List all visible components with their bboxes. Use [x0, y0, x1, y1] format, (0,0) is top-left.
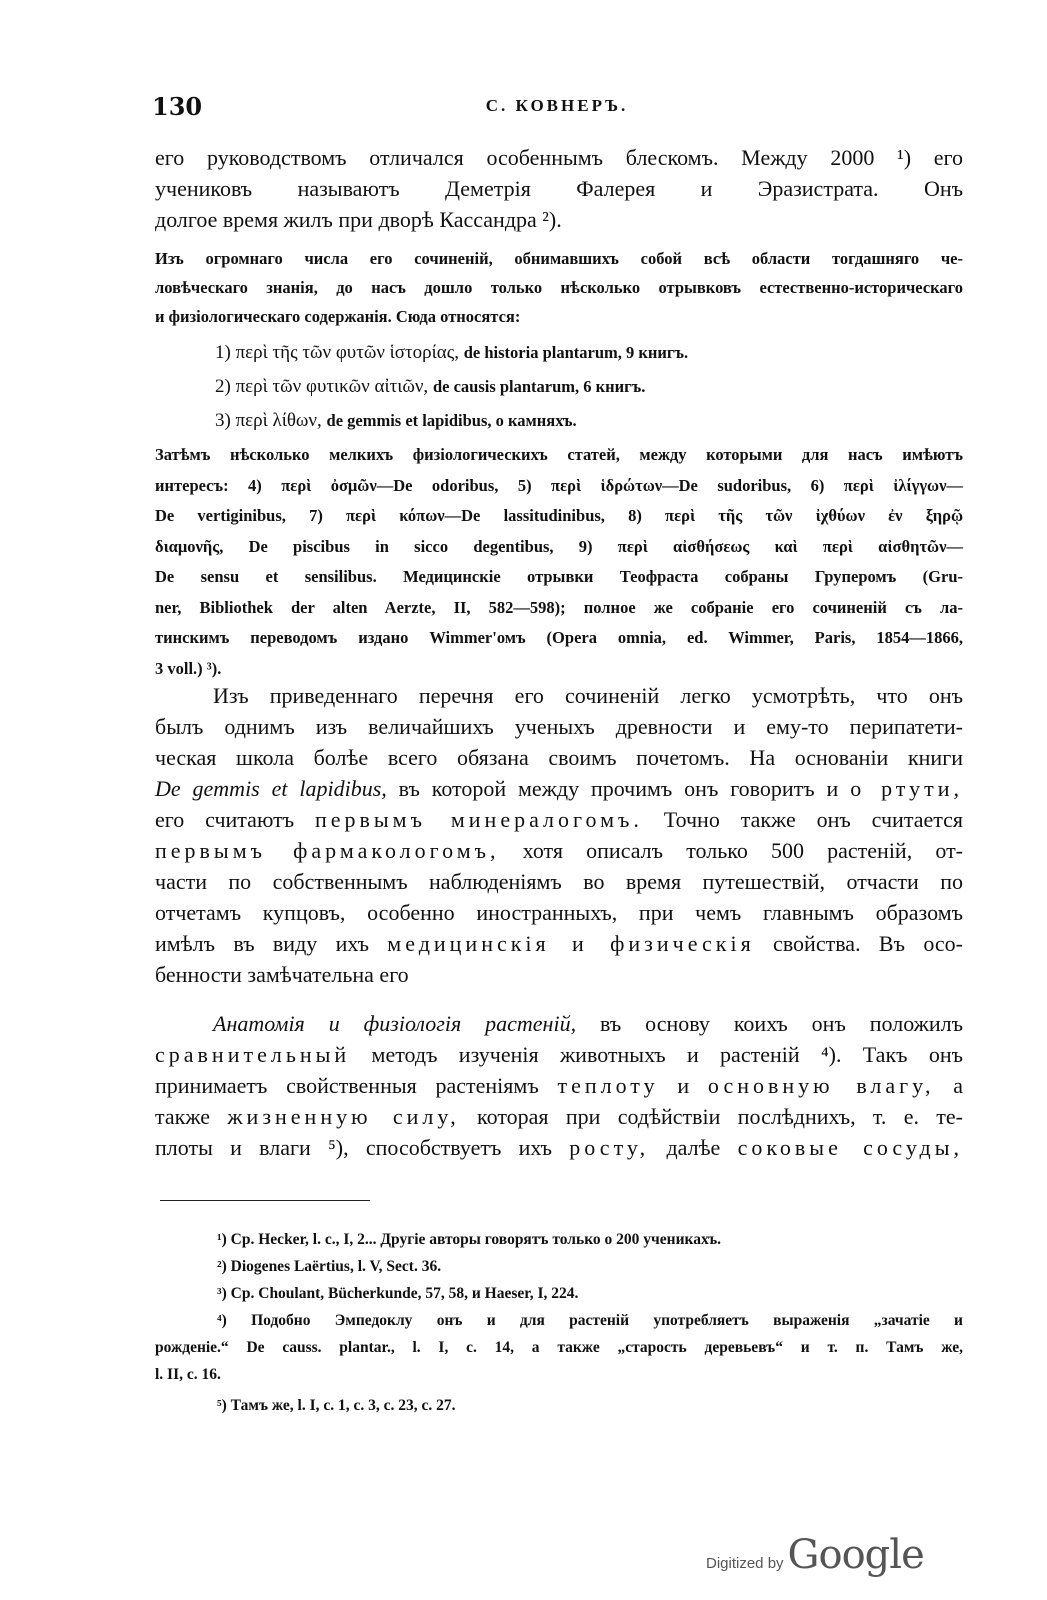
google-logo: Google: [787, 1532, 924, 1578]
text-line: долгое время жилъ при дворѣ Кассандра ²).: [155, 207, 562, 232]
text-run: Точно также онъ считается: [642, 807, 963, 832]
page-number: 130: [152, 92, 203, 121]
text-run: далѣе: [649, 1135, 738, 1160]
footnote-separator: [160, 1200, 370, 1201]
text-line: [155, 928, 963, 959]
spaced-term: жизненную силу,: [227, 1104, 460, 1129]
text-line: Затѣмъ нѣсколько мелкихъ физіологическихъ статей, между которыми для насъ имѣютъ: [155, 445, 963, 464]
footnote: ¹) Ср. Hecker, l. c., I, 2... Другіе авторы говорятъ только о 200 ученикахъ.: [217, 1231, 722, 1248]
text-line: [155, 773, 963, 804]
text-line: 3 voll.) ³).: [155, 658, 222, 678]
footnote: ⁵) Тамъ же, l. I, c. 1, c. 3, c. 23, c. 27.: [217, 1397, 456, 1414]
footnotes: [155, 1226, 963, 1419]
text-line: ческая школа болѣе всего обязана своимъ почетомъ. На основаніи книги: [155, 745, 963, 770]
text-run: и: [658, 1073, 708, 1098]
text-line: тинскимъ переводомъ издано Wimmer'омъ (Opera omnia, ed. Wimmer, Paris, 1854—1866,: [155, 628, 963, 647]
works-list: [215, 336, 688, 438]
running-head: С. КОВНЕРЪ.: [485, 96, 629, 115]
footnote: ²) Diogenes Laërtius, l. V, Sect. 36.: [217, 1258, 442, 1275]
spaced-term: основную влагу,: [707, 1073, 935, 1098]
digitized-watermark: [706, 1532, 924, 1582]
watermark-prefix: Digitized by: [706, 1555, 784, 1572]
latin-title: de causis plantarum, 6 книгъ.: [432, 377, 646, 396]
text-line: и физіологическаго содержанія. Сюда относятся:: [155, 307, 521, 326]
text-run: а: [934, 1073, 963, 1098]
text-line: διαμονῆς, De piscibus in sicco degentibus, 9) περὶ αἰσθήσεως καὶ περὶ αἰσθητῶν—: [155, 536, 963, 556]
text-run: также: [155, 1104, 228, 1129]
greek-title: 2) περὶ τῶν φυτικῶν αἰτιῶν,: [215, 376, 429, 397]
text-line: De vertiginibus, 7) περὶ κόπων—De lassitudinibus, 8) περὶ τῆς τῶν ἰχθύων ἐν ξηρῷ: [155, 506, 963, 525]
text-run: плоты и влаги ⁵), способствуетъ ихъ: [155, 1135, 570, 1160]
text-run: которая при содѣйствіи послѣднихъ, т. е. те-: [459, 1104, 964, 1129]
spaced-term: о ртути,: [850, 776, 963, 801]
spaced-term: теплоту: [557, 1073, 659, 1098]
text-line: бенности замѣчательна его: [155, 962, 409, 987]
spaced-term: соковые сосуды,: [737, 1135, 963, 1160]
list-item: [215, 370, 688, 404]
text-line: [155, 1008, 963, 1039]
text-line: части по собственнымъ наблюденіямъ во время путешествій, отчасти по: [155, 869, 963, 894]
text-line: ловѣческаго знанія, до насъ дошло только нѣсколько отрывковъ естественно-историческаго: [155, 278, 963, 297]
text-line: [155, 1132, 963, 1163]
text-line: учениковъ называютъ Деметрія Фалерея и Эразистрата. Онъ: [155, 176, 963, 201]
text-run: свойства. Въ осо-: [754, 931, 963, 956]
text-run: методъ изученія животныхъ и растеній ⁴). Такъ онъ: [350, 1042, 963, 1067]
greek-title: 1) περὶ τῆς τῶν φυτῶν ἱστορίας,: [215, 342, 459, 363]
text-line: Изъ приведеннаго перечня его сочиненій легко усмотрѣть, что онъ: [213, 683, 963, 708]
latin-title: de gemmis et lapidibus, о камняхъ.: [326, 411, 577, 430]
spaced-term: первымъ минералогомъ.: [314, 807, 643, 832]
text-run: принимаетъ свойственныя растеніямъ: [155, 1073, 558, 1098]
paragraph-significance: [155, 680, 963, 990]
text-line: [155, 1070, 963, 1101]
paragraph-anatomy: [155, 1008, 963, 1163]
page-header: [152, 92, 962, 122]
footnote: рожденіе.“ De causs. plantar., l. I, c. 14, а также „старость деревьевъ“ и т. п. Тамъ же,: [155, 1339, 963, 1356]
text-run: его считаютъ: [155, 807, 315, 832]
text-line: [155, 835, 963, 866]
footnote: ⁴) Подобно Эмпедоклу онъ и для растеній употребляетъ выраженія „зачатіе и: [217, 1312, 963, 1329]
italic-title: Анатомія и физіологія растеній,: [213, 1011, 577, 1036]
latin-title: de historia plantarum, 9 книгъ.: [463, 343, 689, 362]
italic-title: De gemmis et lapidibus,: [155, 776, 387, 801]
text-run: хотя описалъ только 500 растеній, от-: [499, 838, 964, 863]
paragraph-intro: [155, 142, 963, 235]
spaced-term: сравнительный: [155, 1042, 351, 1067]
text-line: интересъ: 4) περὶ ὀσμῶν—De odoribus, 5) περὶ ἱδρώτων—De sudoribus, 6) περὶ ἰλίγγων—: [155, 475, 963, 495]
text-run: въ основу коихъ онъ положилъ: [576, 1011, 963, 1036]
text-line: [155, 1039, 963, 1070]
text-run: въ которой между прочимъ онъ говоритъ и: [386, 776, 851, 801]
text-line: ner, Bibliothek der alten Aerzte, II, 582—598); полное же собраніе его сочиненій съ ла-: [155, 597, 963, 617]
greek-title: 3) περὶ λίθων,: [215, 410, 322, 431]
text-line: отчетамъ купцовъ, особенно иностранныхъ, при чемъ главнымъ образомъ: [155, 900, 963, 925]
list-item: [215, 336, 688, 370]
text-line: его руководствомъ отличался особеннымъ блескомъ. Между 2000 ¹) его: [155, 145, 963, 170]
spaced-term: росту,: [569, 1135, 650, 1160]
footnote: l. II, c. 16.: [155, 1366, 221, 1383]
spaced-term: первымъ фармакологомъ,: [155, 838, 500, 863]
text-line: [155, 1101, 963, 1132]
text-line: Изъ огромнаго числа его сочиненій, обнимавшихъ собой всѣ области тогдашняго че-: [155, 249, 963, 268]
spaced-term: медицинскія и физическія: [387, 931, 755, 956]
text-run: имѣлъ въ виду ихъ: [155, 931, 388, 956]
paragraph-minor-works: [155, 440, 963, 684]
paragraph-works-intro: [155, 244, 963, 331]
text-line: былъ однимъ изъ величайшихъ ученыхъ древности и ему-то перипатети-: [155, 714, 963, 739]
footnote: ³) Ср. Choulant, Bücherkunde, 57, 58, и Haeser, I, 224.: [217, 1285, 579, 1302]
text-line: [155, 804, 963, 835]
list-item: [215, 404, 688, 438]
text-line: De sensu et sensilibus. Медицинскіе отрывки Теофраста собраны Груперомъ (Gru-: [155, 567, 963, 586]
